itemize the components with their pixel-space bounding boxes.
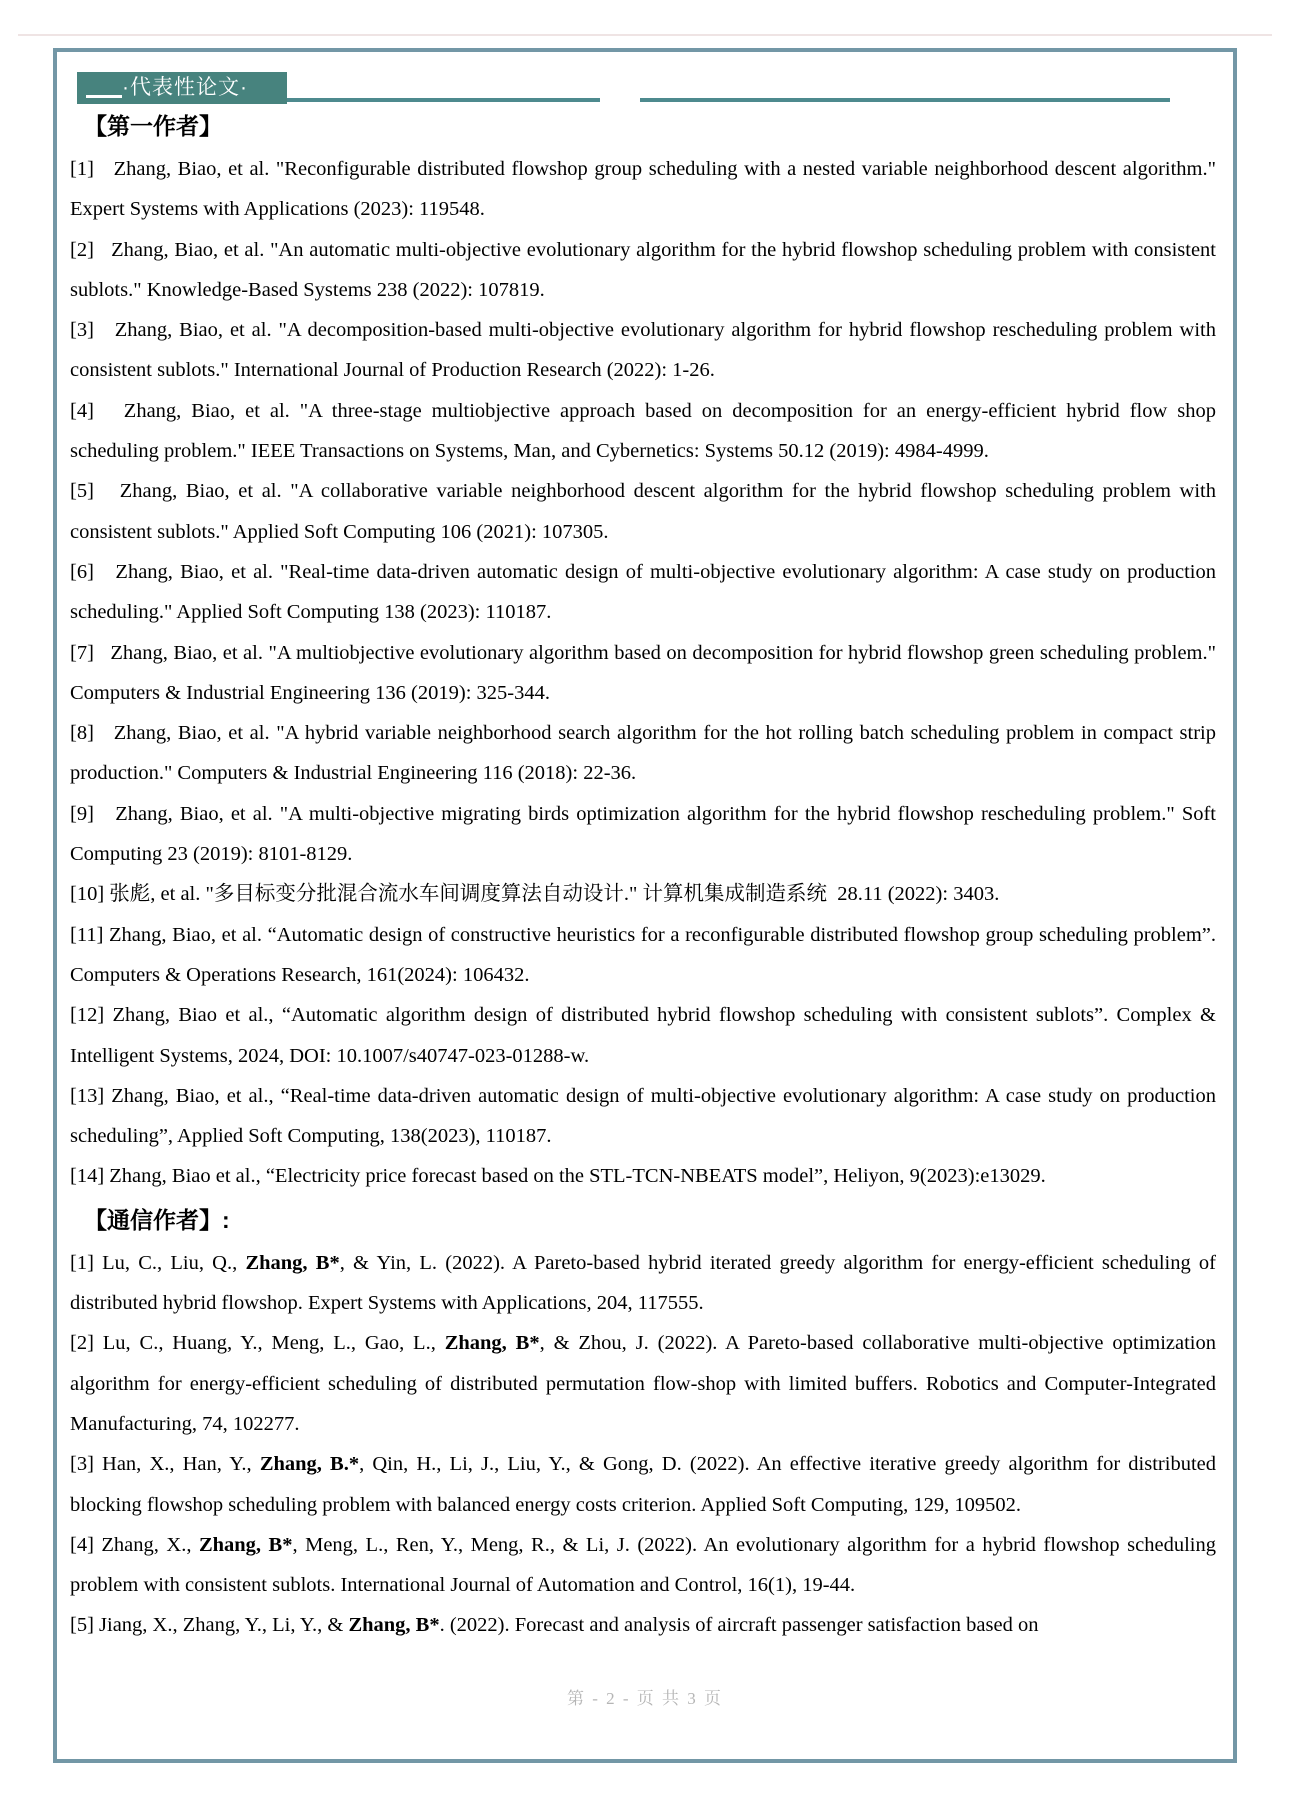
reference-item xyxy=(70,310,1216,391)
reference-item xyxy=(70,149,1216,230)
reference-text: [14] Zhang, Biao et al., “Electricity price forecast based on the STL-TCN-NBEATS model”, Heliyon, 9(2023):e13029. xyxy=(70,1165,1046,1188)
section-heading: 【第一作者】 xyxy=(84,113,222,139)
header-rule-right xyxy=(640,98,1170,102)
reference-text: [5] Jiang, X., Zhang, Y., Li, Y., & xyxy=(70,1614,349,1637)
reference-author-highlight: Zhang, B* xyxy=(198,1533,293,1556)
reference-text: [2] Zhang, Biao, et al. "An automatic multi-objective evolutionary algorithm for the hybrid flowshop scheduling problem with consistent sublots." Knowledge-Based Systems 238 (2022): 107819. xyxy=(70,238,1216,301)
reference-text: [5] Zhang, Biao, et al. "A collaborative variable neighborhood descent algorithm for the hybrid flowshop scheduling problem with consistent sublots." Applied Soft Computing 106 (2021): 107305. xyxy=(70,480,1216,543)
section-heading: 【通信作者】: xyxy=(84,1206,230,1233)
reference-text: [9] Zhang, Biao, et al. "A multi-objective migrating birds optimization algorithm for the hybrid flowshop rescheduling problem." Soft Computing 23 (2019): 8101-8129. xyxy=(70,802,1216,866)
reference-item xyxy=(70,391,1216,472)
badge-label: ·代表性论文· xyxy=(122,76,248,99)
reference-item xyxy=(70,995,1216,1076)
reference-item xyxy=(70,794,1216,875)
reference-item xyxy=(70,1243,1216,1324)
reference-text: [11] Zhang, Biao, et al. “Automatic design of constructive heuristics for a reconfigurable distributed flowshop group scheduling problem”. Computers & Operations Research, 161(2024): 106432. xyxy=(70,923,1216,986)
reference-text: , & Yin, L. (2022). A Pareto-based hybrid iterated greedy algorithm for energy-efficient scheduling of distributed hybrid flowshop. Expert Systems with Applications, 204, 117555. xyxy=(70,1251,1217,1315)
section-badge xyxy=(77,72,287,104)
reference-author-highlight: Zhang, B* xyxy=(348,1614,440,1637)
reference-item xyxy=(70,1525,1216,1606)
reference-item xyxy=(70,915,1216,996)
reference-author-highlight: Zhang, B* xyxy=(245,1251,340,1274)
reference-item xyxy=(70,874,1216,914)
reference-item xyxy=(70,1605,1216,1645)
reference-text: [3] Han, X., Han, Y., xyxy=(70,1453,260,1476)
reference-item xyxy=(70,633,1216,714)
reference-item xyxy=(70,552,1216,633)
page-top-divider xyxy=(18,34,1272,36)
reference-author-highlight: Zhang, B.* xyxy=(259,1453,360,1476)
reference-item xyxy=(70,1076,1216,1157)
reference-item xyxy=(70,1156,1216,1196)
reference-text: [7] Zhang, Biao, et al. "A multiobjective evolutionary algorithm based on decomposition for hybrid flowshop green scheduling problem." Computers & Industrial Engineering 136 (2019): 325-344. xyxy=(70,641,1216,704)
reference-text: [10] 张彪, et al. "多目标变分批混合流水车间调度算法自动设计." 计算机集成制造系统 28.11 (2022): 3403. xyxy=(70,883,1000,906)
reference-author-highlight: Zhang, B* xyxy=(444,1332,540,1355)
reference-text: [6] Zhang, Biao, et al. "Real-time data-driven automatic design of multi-objective evolutionary algorithm: A case study on production scheduling." Applied Soft Computing 138 (2023): 110187. xyxy=(70,560,1216,624)
reference-item xyxy=(70,1323,1216,1444)
page-footer: 第 - 2 - 页 共 3 页 xyxy=(566,1689,724,1708)
badge-underline-mark xyxy=(86,95,122,98)
publication-list xyxy=(70,103,1216,1646)
header-rule-left xyxy=(287,98,600,102)
reference-text: , & Zhou, J. (2022). A Pareto-based collaborative multi-objective optimization algorithm for energy-efficient scheduling of distributed permutation flow-shop with limited buffers. Robotics and Computer-Integrated Manufacturing, 74, 102277. xyxy=(70,1332,1216,1435)
reference-text: [4] Zhang, X., xyxy=(70,1533,199,1556)
reference-text: [1] Lu, C., Liu, Q., xyxy=(70,1251,246,1274)
reference-item xyxy=(70,1444,1216,1525)
reference-text: , Meng, L., Ren, Y., Meng, R., & Li, J. (2022). An evolutionary algorithm for a hybrid flowshop scheduling problem with consistent sublots. International Journal of Automation and Control, 16(1), 19-44. xyxy=(70,1533,1216,1597)
reference-text: [8] Zhang, Biao, et al. "A hybrid variable neighborhood search algorithm for the hot rolling batch scheduling problem in compact strip production." Computers & Industrial Engineering 116 (2018): 22-36. xyxy=(70,722,1216,785)
section xyxy=(70,103,1216,1197)
reference-item xyxy=(70,713,1216,794)
reference-text: [3] Zhang, Biao, et al. "A decomposition-based multi-objective evolutionary algorithm for hybrid flowshop rescheduling problem with consistent sublots." International Journal of Production Research (2022): 1-26. xyxy=(70,319,1216,382)
reference-text: [4] Zhang, Biao, et al. "A three-stage multiobjective approach based on decomposition for an energy-efficient hybrid flow shop scheduling problem." IEEE Transactions on Systems, Man, and Cybernetics: Systems 50.12 (2019): 4984-4999. xyxy=(70,399,1216,463)
section xyxy=(70,1197,1216,1646)
reference-text: [2] Lu, C., Huang, Y., Meng, L., Gao, L., xyxy=(70,1332,445,1355)
reference-text: . (2022). Forecast and analysis of aircraft passenger satisfaction based on xyxy=(439,1614,1039,1637)
reference-text: [12] Zhang, Biao et al., “Automatic algorithm design of distributed hybrid flowshop scheduling with consistent sublots”. Complex & Intelligent Systems, 2024, DOI: 10.1007/s40747-023-01288-w. xyxy=(70,1004,1216,1067)
reference-item xyxy=(70,230,1216,311)
reference-text: [1] Zhang, Biao, et al. "Reconfigurable distributed flowshop group scheduling with a nested variable neighborhood descent algorithm." Expert Systems with Applications (2023): 119548. xyxy=(70,158,1216,221)
reference-text: , Qin, H., Li, J., Liu, Y., & Gong, D. (2022). An effective iterative greedy algorithm for distributed blocking flowshop scheduling problem with balanced energy costs criterion. Applied Soft Computing, 129, 109502. xyxy=(70,1453,1216,1516)
reference-text: [13] Zhang, Biao, et al., “Real-time data-driven automatic design of multi-objective evolutionary algorithm: A case study on production scheduling”, Applied Soft Computing, 138(2023), 110187. xyxy=(70,1084,1216,1148)
reference-item xyxy=(70,471,1216,552)
